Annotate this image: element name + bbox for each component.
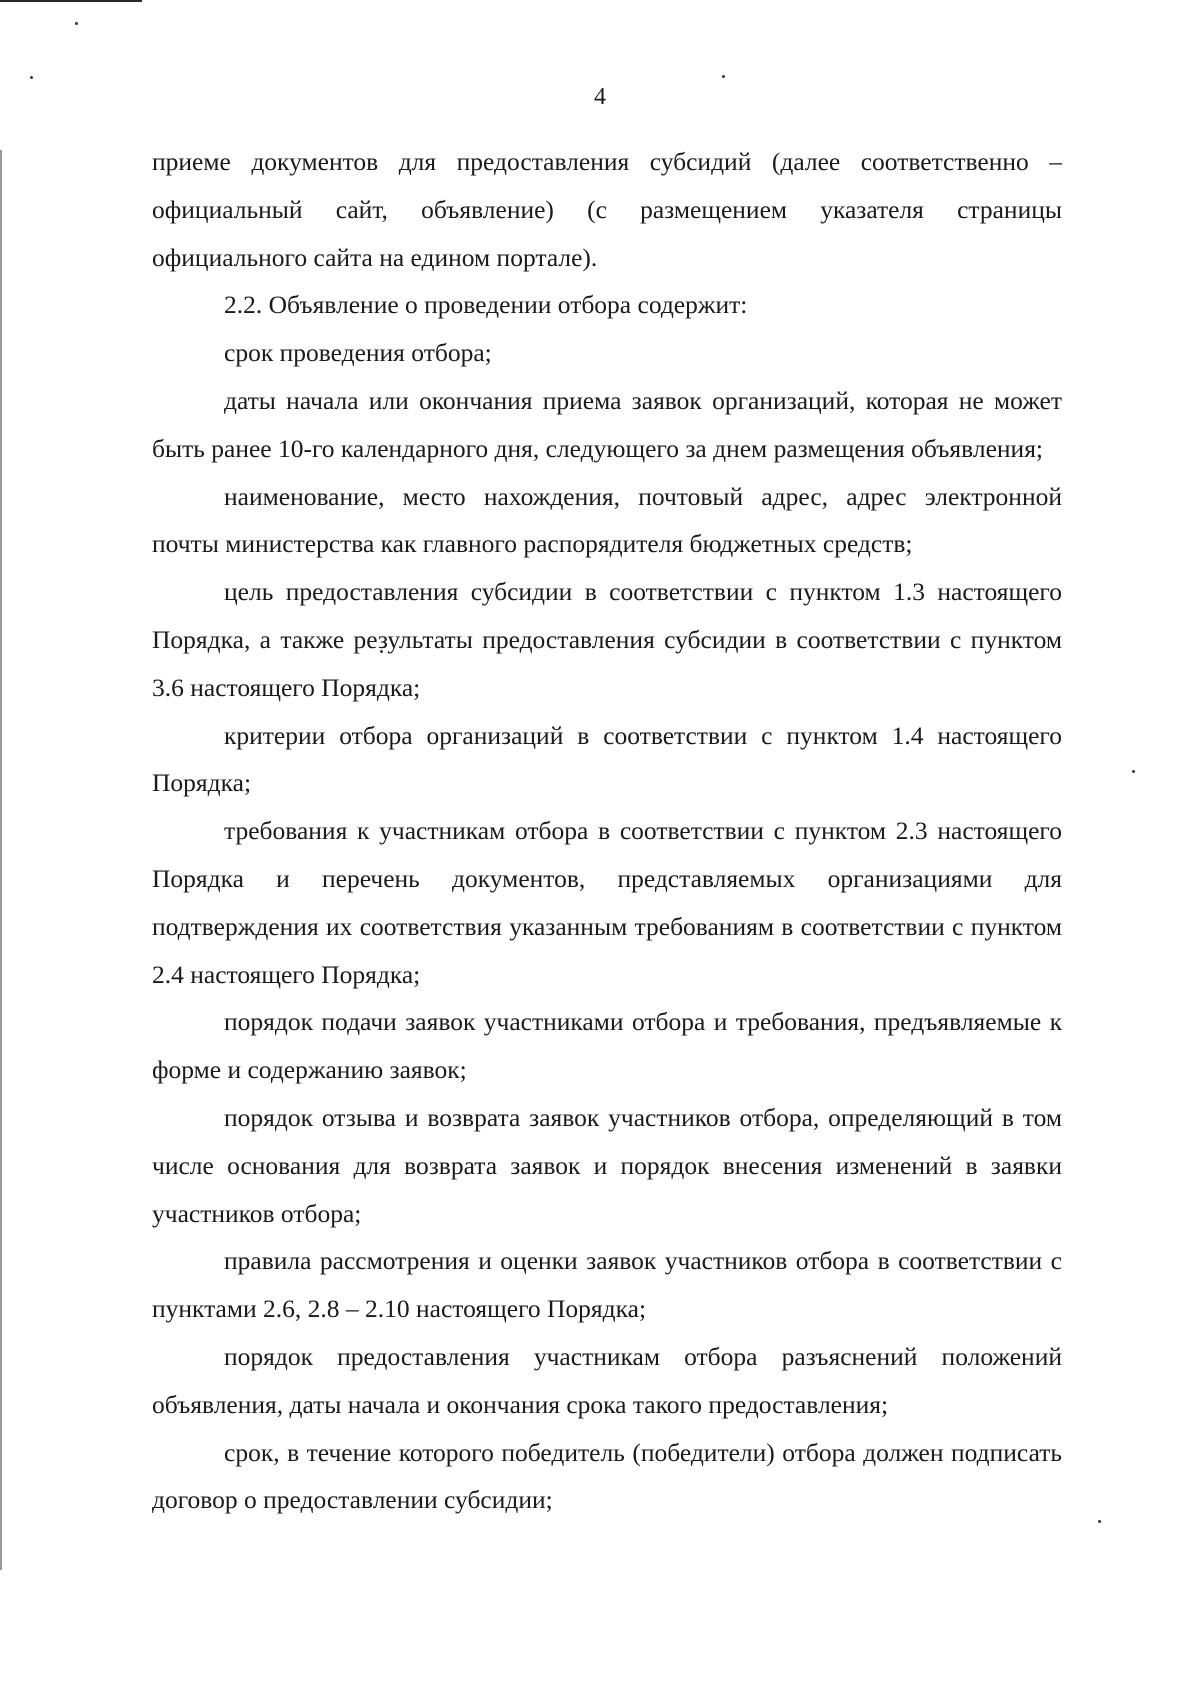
paragraph: 2.2. Объявление о проведении отбора содержит: xyxy=(224,290,748,320)
paragraph: порядок отзыва и возврата заявок участников отбора, определяющий в том числе основания для возврата заявок и порядок внесения изменений в заявки участников отбора; xyxy=(152,1102,1062,1228)
paragraph: срок, в течение которого победитель (победители) отбора должен подписать договор о предоставлении субсидии; xyxy=(152,1437,1062,1515)
document-body xyxy=(152,138,1062,1524)
paragraph: цель предоставления субсидии в соответствии с пунктом 1.3 настоящего Порядка, а также результаты предоставления субсидии в соответствии с пунктом 3.6 настоящего Порядка; xyxy=(152,577,1062,702)
scan-speck xyxy=(1098,1520,1101,1523)
paragraph: критерии отбора организаций в соответствии с пунктом 1.4 настоящего Порядка; xyxy=(152,720,1062,798)
page-number: 4 xyxy=(594,84,606,110)
paragraph: наименование, место нахождения, почтовый адрес, адрес электронной почты министерства как главного распорядителя бюджетных средств; xyxy=(152,481,1062,559)
scan-left-edge xyxy=(0,150,2,1570)
paragraph: правила рассмотрения и оценки заявок участников отбора в соответствии с пунктами 2.6, 2.8 – 2.10 настоящего Порядка; xyxy=(152,1246,1062,1324)
scan-corner-line xyxy=(0,0,142,2)
scan-speck xyxy=(30,76,33,79)
paragraph: срок проведения отбора; xyxy=(224,338,492,368)
scan-speck xyxy=(722,75,725,78)
paragraph: порядок предоставления участникам отбора разъяснений положений объявления, даты начала и окончания срока такого предоставления; xyxy=(152,1341,1062,1419)
scan-speck xyxy=(75,22,78,25)
paragraph: порядок подачи заявок участниками отбора и требования, предъявляемые к форме и содержанию заявок; xyxy=(152,1007,1062,1085)
scan-speck xyxy=(1132,770,1135,773)
paragraph: приеме документов для предоставления субсидий (далее соответственно – официальный сайт, объявление) (с размещением указателя страницы официального сайта на едином портале). xyxy=(152,147,1062,272)
paragraph: требования к участникам отбора в соответствии с пунктом 2.3 настоящего Порядка и перечень документов, представляемых организациями для подтверждения их соответствия указанным требованиям в соответствии с пунктом 2.4 настоящего Порядка; xyxy=(152,816,1062,989)
paragraph: даты начала или окончания приема заявок организаций, которая не может быть ранее 10-го календарного дня, следующего за днем размещения объявления; xyxy=(152,385,1062,463)
